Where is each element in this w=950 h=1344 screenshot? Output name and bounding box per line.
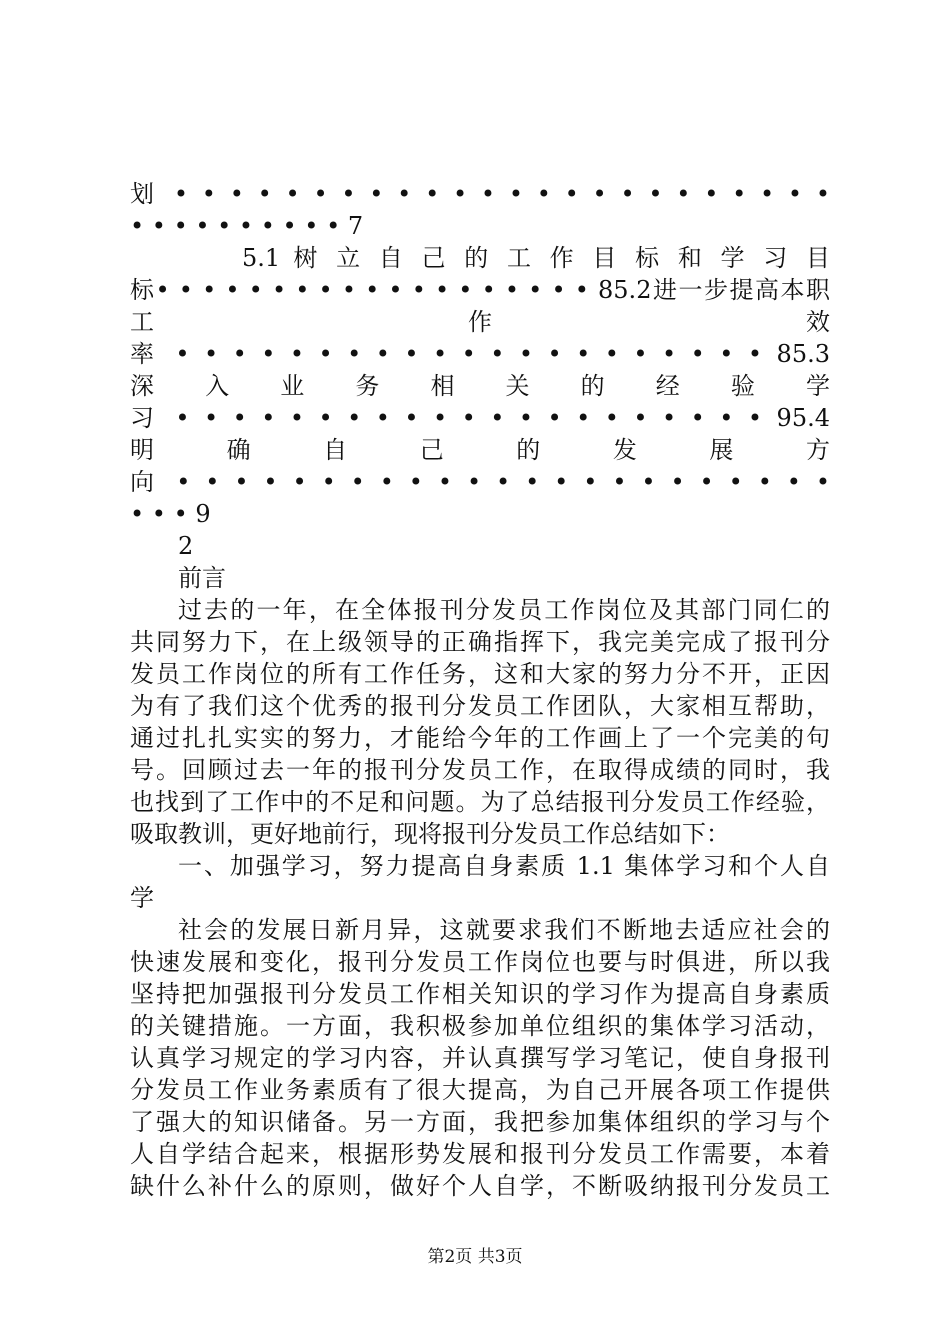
paragraph-line: 通过扎扎实实的努力，才能给今年的工作画上了一个完美的句 bbox=[130, 724, 830, 752]
toc-line: 标• • • • • • • • • • • • • • • • • • • 85.2进一步提高本职 bbox=[130, 276, 830, 304]
paragraph-line: 吸取教训，更好地前行，现将报刊分发员工作总结如下： bbox=[130, 820, 730, 848]
section-heading: 学 bbox=[130, 884, 154, 912]
toc-line: 习 • • • • • • • • • • • • • • • • • • • • • 95.4 bbox=[130, 404, 830, 432]
paragraph-line: 过去的一年，在全体报刊分发员工作岗位及其部门同仁的 bbox=[178, 596, 830, 624]
toc-line: 5.1 树 立 自 己 的 工 作 目 标 和 学 习 目 bbox=[242, 244, 830, 272]
toc-line: 深 入 业 务 相 关 的 经 验 学 bbox=[130, 372, 830, 400]
toc-line: • • • • • • • • • • 7 bbox=[130, 212, 364, 240]
paragraph-line: 了强大的知识储备。另一方面，我把参加集体组织的学习与个 bbox=[130, 1108, 830, 1136]
paragraph-line: 的关键措施。一方面，我积极参加单位组织的集体学习活动， bbox=[130, 1012, 830, 1040]
preface-title: 前言 bbox=[178, 564, 226, 592]
page-number-marker: 2 bbox=[178, 532, 194, 560]
toc-line: 率 • • • • • • • • • • • • • • • • • • • • • 85.3 bbox=[130, 340, 830, 368]
document-body bbox=[130, 178, 830, 1202]
paragraph-line: 缺什么补什么的原则，做好个人自学，不断吸纳报刊分发员工 bbox=[130, 1172, 830, 1200]
toc-line: 划 • • • • • • • • • • • • • • • • • • • • • • • • bbox=[130, 180, 830, 208]
paragraph-line: 认真学习规定的学习内容，并认真撰写学习笔记，使自身报刊 bbox=[130, 1044, 830, 1072]
toc-line: 明 确 自 己 的 发 展 方 bbox=[130, 436, 830, 464]
paragraph-line: 分发员工作业务素质有了很大提高，为自己开展各项工作提供 bbox=[130, 1076, 830, 1104]
paragraph-line: 社会的发展日新月异，这就要求我们不断地去适应社会的 bbox=[178, 916, 830, 944]
paragraph-line: 发员工作岗位的所有工作任务，这和大家的努力分不开，正因 bbox=[130, 660, 830, 688]
paragraph-line: 号。回顾过去一年的报刊分发员工作，在取得成绩的同时，我 bbox=[130, 756, 830, 784]
paragraph-line: 坚持把加强报刊分发员工作相关知识的学习作为提高自身素质 bbox=[130, 980, 830, 1008]
toc-line: 向 • • • • • • • • • • • • • • • • • • • • • • • bbox=[130, 468, 830, 496]
paragraph-line: 人自学结合起来，根据形势发展和报刊分发员工作需要，本着 bbox=[130, 1140, 830, 1168]
page-footer: 第2页 共3页 bbox=[427, 1247, 523, 1267]
paragraph-line: 为有了我们这个优秀的报刊分发员工作团队，大家相互帮助， bbox=[130, 692, 830, 720]
toc-line: • • • 9 bbox=[130, 500, 211, 528]
paragraph-line: 快速发展和变化，报刊分发员工作岗位也要与时俱进，所以我 bbox=[130, 948, 830, 976]
toc-line: 工 作 效 bbox=[130, 308, 830, 336]
paragraph-line: 也找到了工作中的不足和问题。为了总结报刊分发员工作经验， bbox=[130, 788, 830, 816]
section-heading: 一、加强学习，努力提高自身素质 1.1 集体学习和个人自 bbox=[178, 852, 830, 880]
paragraph-line: 共同努力下，在上级领导的正确指挥下，我完美完成了报刊分 bbox=[130, 628, 830, 656]
